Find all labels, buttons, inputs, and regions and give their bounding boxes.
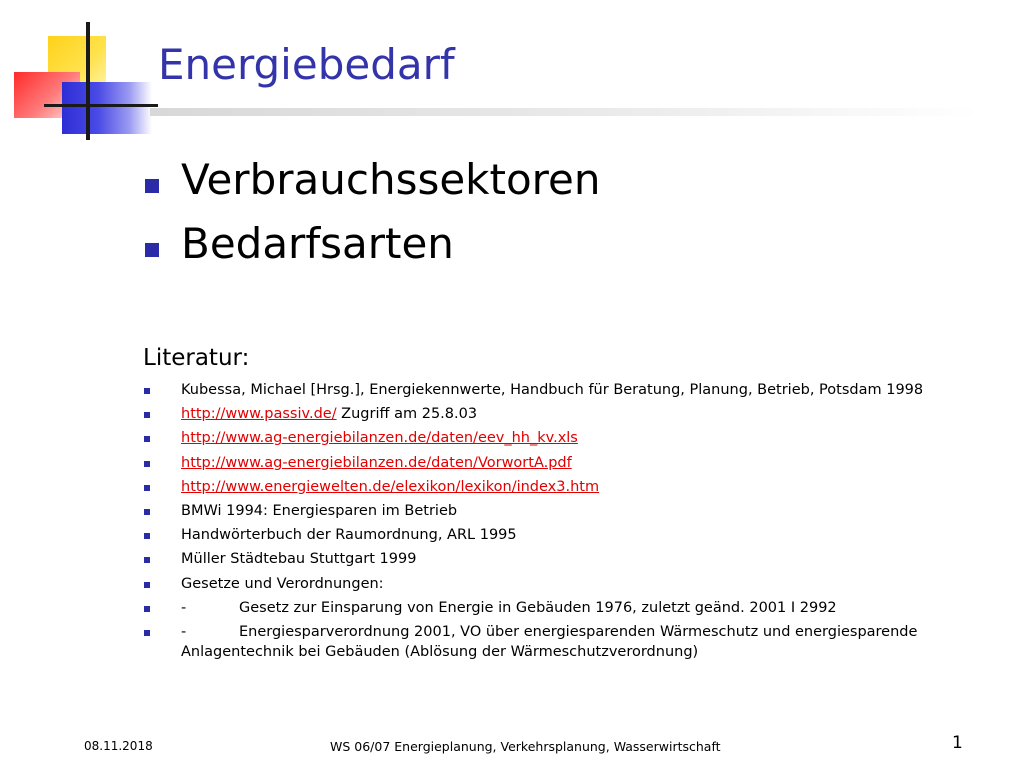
bullet-square-icon	[145, 179, 159, 193]
page-number: 1	[952, 733, 963, 753]
literature-item	[143, 380, 981, 400]
bullet-square-icon	[144, 461, 150, 467]
slide-title: Energiebedarf	[158, 40, 455, 89]
footer-course-title: WS 06/07 Energieplanung, Verkehrsplanung, Wasserwirtschaft	[330, 739, 721, 754]
literature-text: Energiesparverordnung 2001, VO über energiesparenden Wärmeschutz und energiesparende Anlagentechnik bei Gebäuden (Ablösung der Wärmeschutzverordnung)	[181, 623, 918, 660]
bullet-square-icon	[144, 485, 150, 491]
bullet-square-icon	[144, 557, 150, 563]
decor-blue-square	[62, 82, 152, 134]
decor-horizontal-line	[44, 104, 158, 107]
literature-dash: -	[181, 599, 187, 616]
bullet-square-icon	[144, 533, 150, 539]
decor-vertical-line	[86, 22, 90, 140]
literature-item	[143, 598, 981, 618]
main-bullet-text: Bedarfsarten	[181, 219, 454, 268]
bullet-square-icon	[145, 243, 159, 257]
literature-text: Gesetze und Verordnungen:	[181, 575, 384, 592]
title-underline	[150, 108, 980, 116]
literature-link[interactable]: http://www.energiewelten.de/elexikon/lexikon/index3.htm	[181, 478, 600, 495]
literature-item	[143, 428, 981, 448]
literature-list	[143, 380, 981, 666]
bullet-square-icon	[144, 388, 150, 394]
literature-text: BMWi 1994: Energiesparen im Betrieb	[181, 502, 458, 519]
literature-link[interactable]: http://www.ag-energiebilanzen.de/daten/VorwortA.pdf	[181, 454, 572, 471]
bullet-square-icon	[144, 582, 150, 588]
bullet-square-icon	[144, 630, 150, 636]
literature-item	[143, 404, 981, 424]
literature-item	[143, 549, 981, 569]
literature-item	[143, 622, 981, 662]
literature-text: Müller Städtebau Stuttgart 1999	[181, 551, 417, 568]
literature-item	[143, 501, 981, 521]
literature-item	[143, 574, 981, 594]
literature-dash: -	[181, 623, 187, 640]
literature-item	[143, 453, 981, 473]
bullet-square-icon	[144, 509, 150, 515]
literature-link[interactable]: http://www.ag-energiebilanzen.de/daten/eev_hh_kv.xls	[181, 430, 578, 447]
bullet-square-icon	[144, 436, 150, 442]
slide-logo-decoration	[0, 0, 160, 150]
footer-date: 08.11.2018	[84, 739, 153, 753]
bullet-square-icon	[144, 606, 150, 612]
literature-text: Gesetz zur Einsparung von Energie in Gebäuden 1976, zuletzt geänd. 2001 I 2992	[239, 599, 837, 616]
literature-text: Kubessa, Michael [Hrsg.], Energiekennwerte, Handbuch für Beratung, Planung, Betrieb, Potsdam 1998	[181, 382, 924, 398]
literature-item	[143, 525, 981, 545]
literature-heading: Literatur:	[143, 345, 250, 371]
literature-text: Zugriff am 25.8.03	[336, 406, 478, 423]
literature-item	[143, 477, 981, 497]
literature-link[interactable]: http://www.passiv.de/	[181, 406, 337, 423]
literature-wrap	[181, 622, 981, 662]
literature-text: Handwörterbuch der Raumordnung, ARL 1995	[181, 527, 517, 544]
bullet-square-icon	[144, 412, 150, 418]
main-bullet-text: Verbrauchssektoren	[181, 155, 601, 204]
